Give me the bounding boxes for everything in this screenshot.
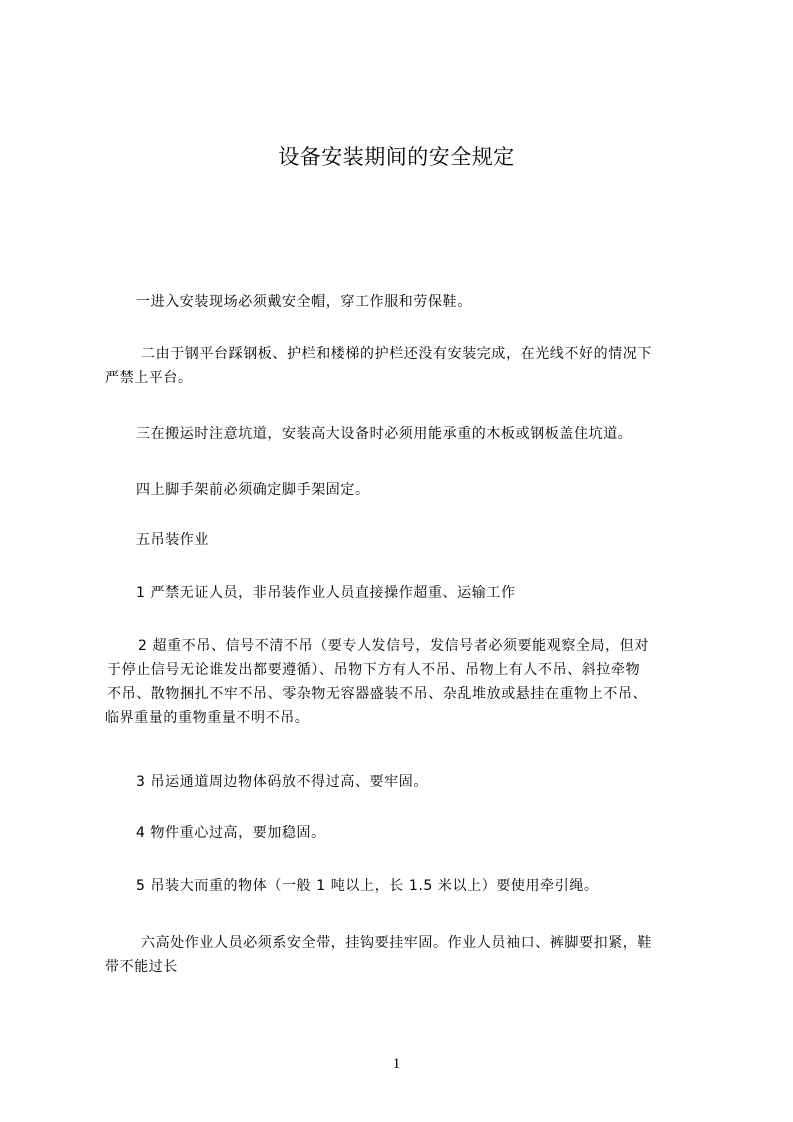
paragraph-5: [105, 528, 705, 552]
page-number: 1: [392, 1056, 401, 1072]
paragraph-8: [105, 770, 705, 794]
paragraph-6: [105, 581, 705, 605]
paragraph-line: 四上脚手架前必须确定脚手架固定。: [136, 482, 370, 498]
paragraph-line: 二由于钢平台踩钢板、护栏和楼梯的护栏还没有安装完成，在光线不好的情况下: [141, 346, 652, 362]
paragraph-line: 2 超重不吊、信号不清不吊（要专人发信号，发信号者必须要能观察全局，但对: [138, 638, 649, 654]
paragraph-3: [105, 422, 705, 446]
paragraph-line: 严禁上平台。: [105, 370, 193, 386]
paragraph-2: [105, 342, 705, 390]
paragraph-line: 3 吊运通道周边物体码放不得过高、要牢固。: [136, 774, 428, 790]
paragraph-4: [105, 478, 705, 502]
paragraph-line: 一进入安装现场必须戴安全帽，穿工作服和劳保鞋。: [136, 294, 472, 310]
paragraph-line: 五吊装作业: [136, 532, 209, 548]
paragraph-10: [105, 874, 705, 898]
paragraph-line: 三在搬运时注意坑道，安装高大设备时必须用能承重的木板或钢板盖住坑道。: [136, 426, 633, 442]
paragraph-line: 带不能过长: [105, 959, 178, 975]
document-title: 设备安装期间的安全规定: [278, 145, 515, 169]
paragraph-line: 5 吊装大而重的物体（一般 1 吨以上，长 1.5 米以上）要使用牵引绳。: [136, 878, 599, 894]
paragraph-line: 于停止信号无论谁发出都要遵循）、吊物下方有人不吊、吊物上有人不吊、斜拉牵物: [107, 662, 641, 678]
paragraph-7: [105, 634, 705, 730]
paragraph-line: 临界重量的重物重量不明不吊。: [105, 710, 310, 726]
paragraph-1: [105, 290, 705, 314]
paragraph-11: [105, 931, 705, 979]
paragraph-line: 4 物件重心过高，要加稳固。: [136, 825, 326, 841]
paragraph-line: 六高处作业人员必须系安全带，挂钩要挂牢固。作业人员袖口、裤脚要扣紧，鞋: [141, 935, 652, 951]
paragraph-line: 1 严禁无证人员，非吊装作业人员直接操作超重、运输工作: [136, 585, 516, 601]
paragraph-9: [105, 821, 705, 845]
paragraph-line: 不吊、散物捆扎不牢不吊、零杂物无容器盛装不吊、杂乱堆放或悬挂在重物上不吊、: [107, 686, 648, 702]
